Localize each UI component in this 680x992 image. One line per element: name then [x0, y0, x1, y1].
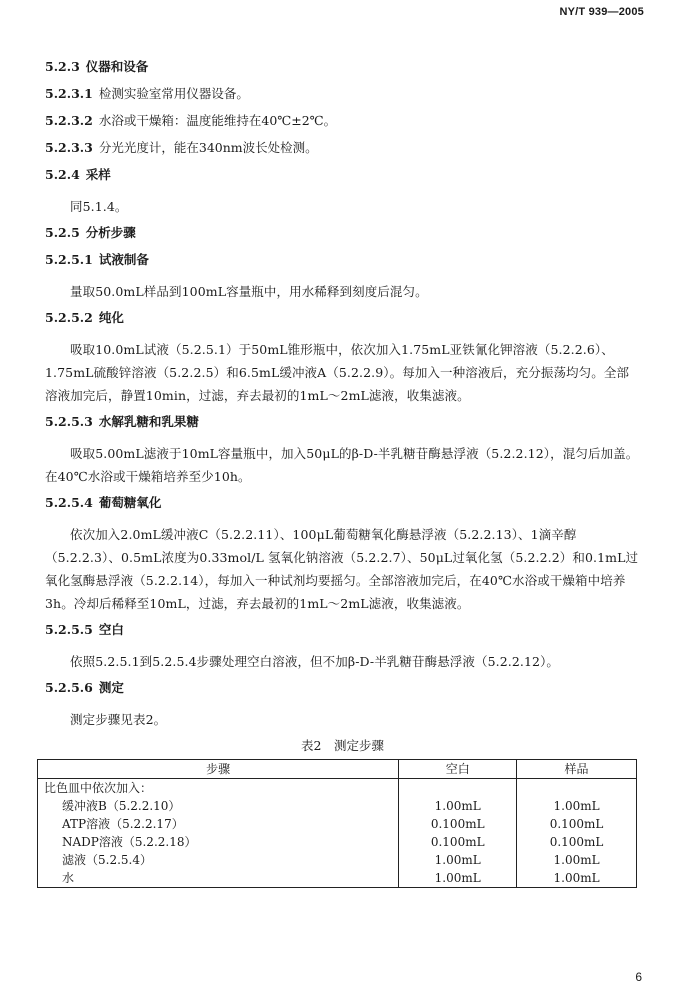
page-number: 6	[635, 970, 642, 984]
section-title: 仪器和设备	[85, 59, 149, 74]
step-cell: NADP溶液（5.2.2.18）	[38, 833, 399, 851]
table-row	[38, 815, 637, 833]
blank-cell: 1.00mL	[399, 851, 517, 869]
section-title: 试液制备	[98, 252, 149, 267]
clause-5-2-3-2	[45, 114, 640, 128]
sample-cell: 1.00mL	[517, 869, 637, 888]
section-title: 分析步骤	[85, 225, 136, 240]
table-header-row	[38, 760, 637, 779]
section-number: 5.2.5.2	[45, 310, 93, 325]
section-title: 纯化	[98, 310, 124, 325]
table-caption: 表2 测定步骤	[301, 738, 384, 753]
section-heading-5-2-5-1	[45, 253, 640, 267]
section-heading-5-2-4	[45, 168, 640, 182]
section-number: 5.2.3	[45, 59, 80, 74]
clause-5-2-3-3	[45, 141, 640, 155]
clause-5-2-3-1	[45, 87, 640, 101]
paragraph-5-2-5-4: 依次加入2.0mL缓冲液C（5.2.2.11）、100μL葡萄糖氧化酶悬浮液（5.2.2.13）、1滴辛醇（5.2.2.3）、0.5mL浓度为0.33mol/L 氢氧化钠溶液（5.2.2.7）、50μL过氧化氢（5.2.2.2）和0.1mL过氧化氢酶悬浮液（5.2.2.14），每加入一种试剂均要摇匀。全部溶液加完后，在40℃水浴或干燥箱中培养3h。冷却后稀释至10mL，过滤，弃去最初的1mL～2mL滤液，收集滤液。	[45, 527, 639, 611]
step-cell: 滤液（5.2.5.4）	[38, 851, 399, 869]
section-number: 5.2.5.1	[45, 252, 93, 267]
table-cell-empty	[399, 779, 517, 798]
sample-cell: 0.100mL	[517, 833, 637, 851]
table-row	[38, 833, 637, 851]
table-group-row	[38, 779, 637, 798]
section-heading-5-2-5-2	[45, 311, 640, 325]
column-header-step: 步骤	[38, 760, 399, 779]
document-body	[45, 60, 640, 888]
clause-number: 5.2.3.1	[45, 86, 93, 101]
clause-number: 5.2.3.2	[45, 113, 93, 128]
group-label: 比色皿中依次加入：	[38, 779, 399, 798]
paragraph-5-2-5-1: 量取50.0mL样品到100mL容量瓶中，用水稀释到刻度后混匀。	[70, 284, 428, 299]
clause-text: 水浴或干燥箱：温度能维持在40℃±2℃。	[98, 113, 337, 128]
sample-cell: 0.100mL	[517, 815, 637, 833]
section-number: 5.2.5.3	[45, 414, 93, 429]
step-cell: ATP溶液（5.2.2.17）	[38, 815, 399, 833]
sample-cell: 1.00mL	[517, 797, 637, 815]
section-number: 5.2.5.5	[45, 622, 93, 637]
clause-number: 5.2.3.3	[45, 140, 93, 155]
paragraph-5-2-5-6: 测定步骤见表2。	[70, 712, 167, 727]
section-heading-5-2-5	[45, 226, 640, 240]
clause-text: 分光光度计，能在340nm波长处检测。	[98, 140, 318, 155]
table-row	[38, 869, 637, 888]
section-heading-5-2-5-5	[45, 623, 640, 637]
section-title: 测定	[98, 680, 124, 695]
section-number: 5.2.5.4	[45, 495, 93, 510]
section-number: 5.2.4	[45, 167, 80, 182]
standard-code: NY/T 939—2005	[559, 6, 644, 18]
paragraph-5-2-5-2: 吸取10.0mL试液（5.2.5.1）于50mL锥形瓶中，依次加入1.75mL亚铁氰化钾溶液（5.2.2.6）、1.75mL硫酸锌溶液（5.2.2.5）和6.5mL缓冲液A（5.2.2.9）。每加入一种溶液后，充分振荡均匀。全部溶液加完后，静置10min，过滤，弃去最初的1mL～2mL滤液，收集滤液。	[45, 342, 630, 403]
measurement-steps-table	[37, 759, 637, 888]
step-cell: 水	[38, 869, 399, 888]
table-row	[38, 851, 637, 869]
paragraph-5-2-5-3: 吸取5.00mL滤液于10mL容量瓶中，加入50μL的β-D-半乳糖苷酶悬浮液（5.2.2.12），混匀后加盖。在40℃水浴或干燥箱培养至少10h。	[45, 446, 639, 484]
paragraph-5-2-5-5: 依照5.2.5.1到5.2.5.4步骤处理空白溶液，但不加β-D-半乳糖苷酶悬浮液（5.2.2.12）。	[70, 654, 560, 669]
blank-cell: 1.00mL	[399, 869, 517, 888]
blank-cell: 1.00mL	[399, 797, 517, 815]
section-number: 5.2.5.6	[45, 680, 93, 695]
table-cell-empty	[517, 779, 637, 798]
sample-cell: 1.00mL	[517, 851, 637, 869]
section-heading-5-2-3	[45, 60, 640, 74]
section-title: 采样	[85, 167, 111, 182]
step-cell: 缓冲液B（5.2.2.10）	[38, 797, 399, 815]
section-title: 空白	[98, 622, 124, 637]
section-heading-5-2-5-4	[45, 496, 640, 510]
section-title: 水解乳糖和乳果糖	[98, 414, 199, 429]
blank-cell: 0.100mL	[399, 833, 517, 851]
paragraph-5-2-4: 同5.1.4。	[70, 199, 128, 214]
section-title: 葡萄糖氧化	[98, 495, 162, 510]
section-heading-5-2-5-3	[45, 415, 640, 429]
blank-cell: 0.100mL	[399, 815, 517, 833]
section-number: 5.2.5	[45, 225, 80, 240]
column-header-blank: 空白	[399, 760, 517, 779]
section-heading-5-2-5-6	[45, 681, 640, 695]
table-row	[38, 797, 637, 815]
clause-text: 检测实验室常用仪器设备。	[98, 86, 249, 101]
column-header-sample: 样品	[517, 760, 637, 779]
